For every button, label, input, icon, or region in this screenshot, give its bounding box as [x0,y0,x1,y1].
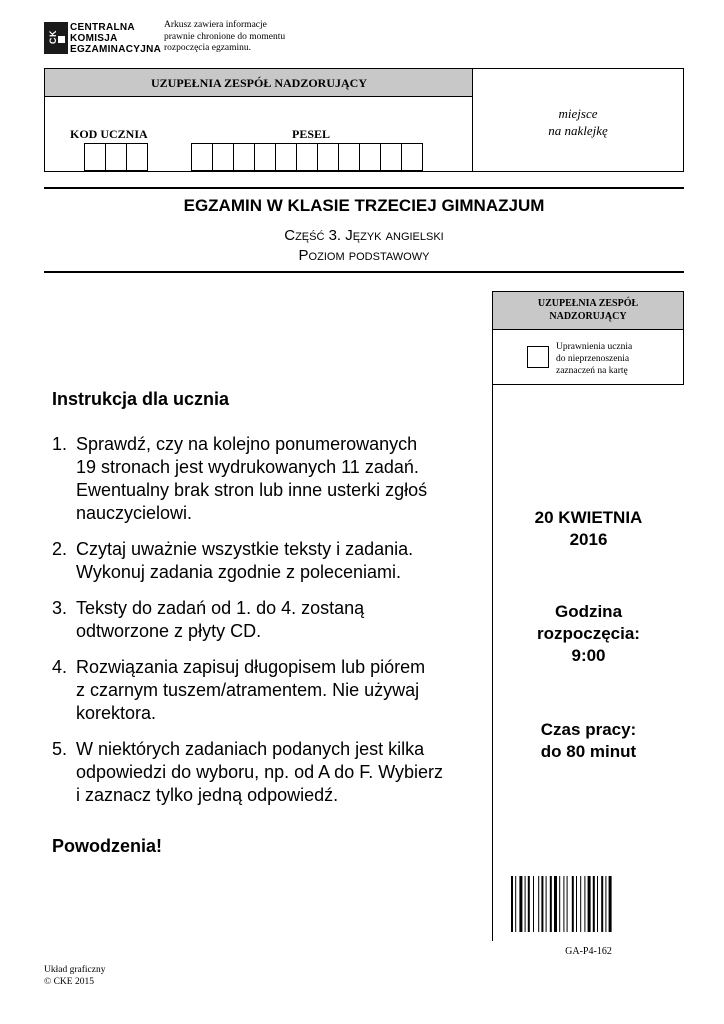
barcode-text: GA-P4-162 [565,946,612,957]
barcode-bar [584,876,585,932]
barcode-bar [515,876,516,932]
pesel-digit-box[interactable] [296,143,318,171]
instructions-title: Instrukcja dla ucznia [52,389,230,409]
heading-line: NADZORUJĄCY [549,311,627,322]
barcode-bar [528,876,530,932]
barcode-bar [609,876,612,932]
start-line: rozpoczęcia: [537,624,640,643]
exam-part: Część 3. Język angielski [284,227,444,244]
student-code-label: KOD UCZNIA [70,127,148,141]
cke-logo-icon [44,22,68,54]
exam-date [493,507,684,551]
item-line: Sprawdź, czy na kolejno ponumerowanych [76,434,418,454]
item-line: Czytaj uważnie wszystkie teksty i zadania. [76,539,414,559]
barcode-bar [550,876,552,932]
item-line: nauczycielowi. [76,503,193,523]
item-line: odtworzone z płyty CD. [76,621,262,641]
student-code-field[interactable] [84,143,147,171]
barcode-bar [519,876,522,932]
work-duration [493,719,684,763]
item-line: Ewentualny brak stron lub inne usterki zgłoś [76,480,428,500]
notice-line: Arkusz zawiera informacje [164,20,267,30]
footer-line: © CKE 2015 [44,977,94,987]
sticker-line: miejsce [558,106,598,121]
barcode-bar [563,876,564,932]
item-line: Wykonuj zadania zgodnie z poleceniami. [76,562,402,582]
pesel-digit-box[interactable] [275,143,297,171]
item-line: 19 stronach jest wydrukowanych 11 zadań. [76,457,419,477]
code-digit-box[interactable] [84,143,106,171]
pesel-field[interactable] [191,143,422,171]
item-text [76,433,427,525]
barcode-bar [593,876,595,932]
list-item [52,656,492,725]
instructions-list [52,433,492,820]
code-digit-box[interactable] [126,143,148,171]
barcode-bar [554,876,557,932]
start-time [493,601,684,667]
item-text [76,738,443,807]
exam-level: Poziom podstawowy [298,247,430,264]
barcode-bar [538,876,539,932]
barcode-bar [605,876,606,932]
accommodation-checkbox[interactable] [527,346,549,368]
item-line: Rozwiązania zapisuj długopisem lub piórem [76,657,426,677]
barcode-bar [511,876,513,932]
footer-line: Układ graficzny [44,965,106,975]
barcode-bar [597,876,598,932]
label-line: zaznaczeń na kartę [556,366,628,376]
list-item [52,538,492,584]
divider [44,271,684,273]
sticker-place [472,68,684,172]
item-number: 4. [52,657,68,677]
accommodation-label [556,341,632,377]
start-line: 9:00 [571,646,606,665]
closing-text: Powodzenia! [52,836,163,856]
footer [44,964,105,988]
item-line: odpowiedzi do wyboru, np. od A do F. Wybierz [76,762,444,782]
pesel-label: PESEL [292,127,331,141]
pesel-digit-box[interactable] [380,143,402,171]
pesel-digit-box[interactable] [317,143,339,171]
divider [44,187,684,189]
pesel-digit-box[interactable] [191,143,213,171]
accommodation-box-heading [493,292,683,330]
barcode-bar [525,876,526,932]
barcode-bar [576,876,577,932]
label-line: Uprawnienia ucznia [556,342,633,352]
item-text [76,538,413,584]
date-line: 20 KWIETNIA [534,508,643,527]
barcode-bar [567,876,568,932]
supervisor-box-heading: UZUPEŁNIA ZESPÓŁ NADZORUJĄCY [45,69,473,97]
list-item [52,433,492,525]
barcode-bar [541,876,543,932]
item-line: z czarnym tuszem/atramentem. Nie używaj [76,680,420,700]
notice-line: rozpoczęcia egzaminu. [164,43,252,53]
barcode-bar [588,876,591,932]
item-number: 2. [52,539,68,559]
item-line: Teksty do zadań od 1. do 4. zostaną [76,598,365,618]
barcode-icon [511,876,664,932]
confidentiality-notice [164,20,285,55]
list-item [52,738,492,807]
code-digit-box[interactable] [105,143,127,171]
pesel-digit-box[interactable] [338,143,360,171]
barcode-bar [601,876,603,932]
date-line: 2016 [569,530,608,549]
cke-logo-text [70,22,161,55]
duration-line: do 80 minut [540,742,637,761]
barcode-bar [580,876,581,932]
barcode-bar [533,876,534,932]
exam-title: EGZAMIN W KLASIE TRZECIEJ GIMNAZJUM [183,196,545,215]
logo-line: CENTRALNA [70,22,135,33]
logo-line: KOMISJA [70,33,118,44]
list-item [52,597,492,643]
label-line: do nieprzenoszenia [556,354,630,364]
barcode-bar [546,876,547,932]
pesel-digit-box[interactable] [359,143,381,171]
logo-line: EGZAMINACYJNA [70,44,162,55]
notice-line: prawnie chronione do momentu [164,31,286,42]
pesel-digit-box[interactable] [254,143,276,171]
sticker-line: na naklejkę [548,123,608,138]
pesel-digit-box[interactable] [212,143,234,171]
start-line: Godzina [554,602,623,621]
item-number: 5. [52,739,68,759]
heading-line: UZUPEŁNIA ZESPÓŁ [537,298,639,309]
pesel-digit-box[interactable] [233,143,255,171]
logo-mark-text: CK [48,30,58,44]
item-text [76,597,364,643]
duration-line: Czas pracy: [540,720,637,739]
item-number: 3. [52,598,68,618]
item-line: korektora. [76,703,157,723]
barcode-bar [572,876,574,932]
pesel-digit-box[interactable] [401,143,423,171]
item-line: i zaznacz tylko jedną odpowiedź. [76,785,339,805]
item-number: 1. [52,434,68,454]
item-text [76,656,425,725]
barcode-bar [559,876,560,932]
item-line: W niektórych zadaniach podanych jest kilka [76,739,425,759]
